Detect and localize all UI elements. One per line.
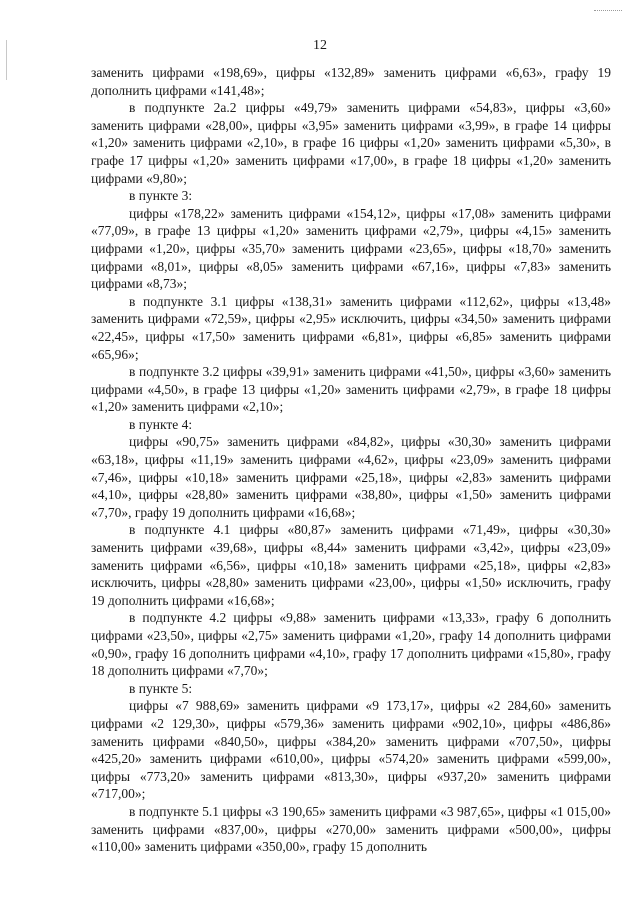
paragraph: в пункте 5: [129, 680, 193, 696]
paragraph: в подпункте 4.2 цифры «9,88» заменить цифрами «13,33», графу 6 дополнить цифрами «23,50», цифры «2,75» заменить цифрами «1,20», графу 14 дополнить цифрами «0,90», графу 16 дополнить цифрами «4,10», графу 17 дополнить цифрами «15,80», графу 18 дополнить цифрами «7,70»; [91, 610, 611, 679]
paragraph: цифры «178,22» заменить цифрами «154,12», цифры «17,08» заменить цифрами «77,09», в графе 13 цифры «1,20» заменить цифрами «2,79», цифры «4,15» заменить цифрами «1,20», цифры «35,70» заменить цифрами «23,65», цифры «18,70» заменить цифрами «8,01», цифры «8,05» заменить цифрами «67,16», цифры «7,83» заменить цифрами «8,73»; [91, 205, 611, 292]
page-number: 12 [313, 38, 327, 53]
paragraph: в пункте 4: [129, 416, 193, 432]
paragraph: в подпункте 5.1 цифры «3 190,65» заменить цифрами «3 987,65», цифры «1 015,00» заменить цифрами «837,00», цифры «270,00» заменить цифрами «500,00», цифры «110,00» заменить цифрами «350,00», графу 15 дополнить [91, 803, 611, 855]
paragraph: цифры «7 988,69» заменить цифрами «9 173,17», цифры «2 284,60» заменить цифрами «2 129,30», цифры «579,36» заменить цифрами «902,10», цифры «486,86» заменить цифрами «840,50», цифры «384,20» заменить цифрами «707,50», цифры «425,20» заменить цифрами «610,00», цифры «574,20» заменить цифрами «599,00», цифры «773,20» заменить цифрами «813,30», цифры «937,20» заменить цифрами «717,00»; [91, 698, 611, 802]
scan-corner-mark [594, 10, 622, 12]
paragraph: в подпункте 2а.2 цифры «49,79» заменить цифрами «54,83», цифры «3,60» заменить цифрами «28,00», цифры «3,95» заменить цифрами «3,99», в графе 14 цифры «1,20» заменить цифрами «2,10», в графе 16 цифры «1,20» заменить цифрами «5,30», в графе 17 цифры «1,20» заменить цифрами «17,00», в графе 18 цифры «1,20» заменить цифрами «9,80»; [91, 100, 611, 186]
paragraph: в подпункте 4.1 цифры «80,87» заменить цифрами «71,49», цифры «30,30» заменить цифрами «39,68», цифры «8,44» заменить цифрами «3,42», цифры «23,09» заменить цифрами «6,56», цифры «10,18» заменить цифрами «25,18», цифры «2,83» исключить, цифры «28,80» заменить цифрами «23,00», цифры «1,50» исключить, графу 19 дополнить цифрами «16,68»; [91, 522, 611, 608]
paragraph: цифры «90,75» заменить цифрами «84,82», цифры «30,30» заменить цифрами «63,18», цифры «11,19» заменить цифрами «4,62», цифры «23,09» заменить цифрами «7,46», цифры «10,18» заменить цифрами «25,18», цифры «2,83» заменить цифрами «4,10», цифры «28,80» заменить цифрами «38,80», цифры «1,50» заменить цифрами «7,70», графу 19 дополнить цифрами «16,68»; [91, 434, 611, 520]
paragraph: заменить цифрами «198,69», цифры «132,89» заменить цифрами «6,63», графу 19 дополнить цифрами «141,48»; [91, 65, 611, 98]
document-body [91, 64, 611, 856]
paragraph: в пункте 3: [129, 188, 193, 204]
paragraph: в подпункте 3.1 цифры «138,31» заменить цифрами «112,62», цифры «13,48» заменить цифрами «72,59», цифры «2,95» исключить, цифры «34,50» заменить цифрами «22,45», цифры «17,50» заменить цифрами «6,81», цифры «6,85» заменить цифрами «65,96»; [91, 293, 611, 362]
paragraph: в подпункте 3.2 цифры «39,91» заменить цифрами «41,50», цифры «3,60» заменить цифрами «4,50», в графе 13 цифры «1,20» заменить цифрами «2,79», в графе 18 цифры «1,20» заменить цифрами «2,10»; [91, 364, 611, 415]
